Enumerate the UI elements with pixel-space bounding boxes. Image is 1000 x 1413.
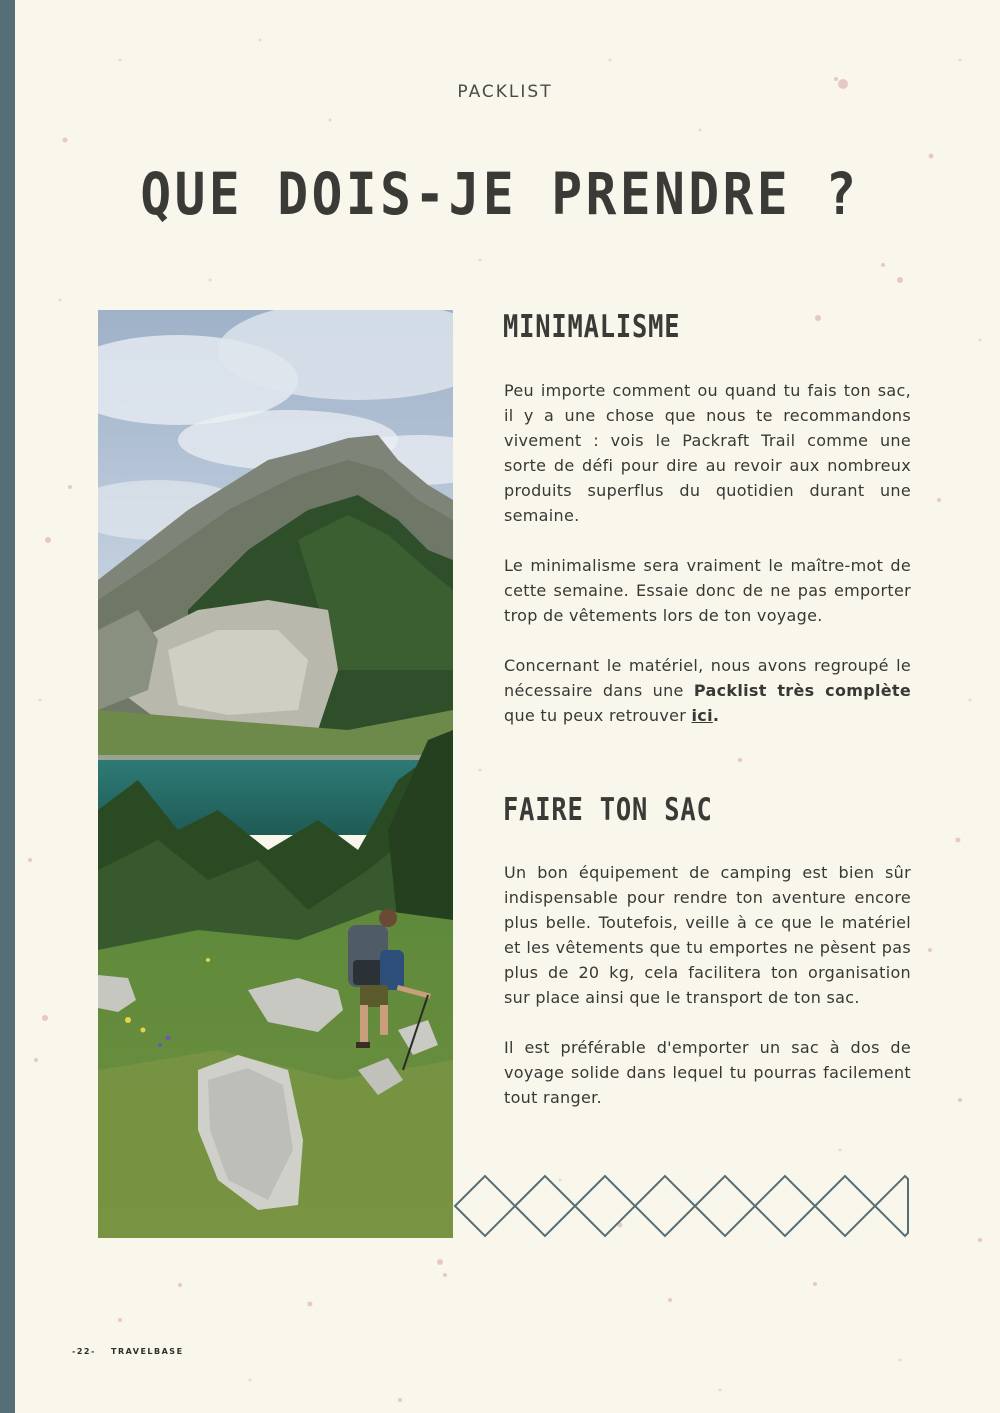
side-accent-bar — [0, 0, 15, 1413]
p3-text-start: Concernant le matériel, nous avons regroupé le nécessaire dans une — [504, 656, 911, 700]
p3-text-middle: que tu peux retrouver — [504, 706, 692, 725]
faire-ton-sac-text — [504, 860, 911, 1110]
diamond-pattern-decoration — [445, 1174, 915, 1238]
heading-minimalisme: MINIMALISME — [503, 309, 681, 345]
minimalisme-text — [504, 378, 911, 728]
sac-paragraph-2: Il est préférable d'emporter un sac à dos de voyage solide dans lequel tu pourras facilement tout ranger. — [504, 1038, 911, 1107]
heading-faire-ton-sac: FAIRE TON SAC — [503, 792, 713, 828]
page-number: -22- — [72, 1347, 96, 1356]
packlist-link[interactable]: ici — [691, 706, 713, 725]
brand-name: TRAVELBASE — [111, 1347, 184, 1356]
page-title: QUE DOIS-JE PRENDRE ? — [140, 160, 860, 228]
packlist-bold-text: Packlist très complète — [693, 681, 912, 700]
hiker-mountain-lake-photo — [98, 310, 453, 1238]
minimalisme-paragraph-3 — [504, 653, 911, 728]
minimalisme-paragraph-2: Le minimalisme sera vraiment le maître-mot de cette semaine. Essaie donc de ne pas emporter trop de vêtements lors de ton voyage. — [504, 556, 911, 625]
minimalisme-paragraph-1: Peu importe comment ou quand tu fais ton sac, il y a une chose que nous te recommandons vivement : vois le Packraft Trail comme une sorte de défi pour dire au revoir aux nombreux produits superflus du quotidien durant une semaine. — [504, 381, 911, 525]
p3-text-end: . — [712, 706, 720, 725]
section-kicker: PACKLIST — [457, 82, 553, 102]
sac-paragraph-1: Un bon équipement de camping est bien sûr indispensable pour rendre ton aventure encore plus belle. Toutefois, veille à ce que le matériel et les vêtements que tu emportes ne pèsent pas plus de 20 kg, cela facilitera ton organisation sur place ainsi que le transport de ton sac. — [504, 863, 911, 1007]
